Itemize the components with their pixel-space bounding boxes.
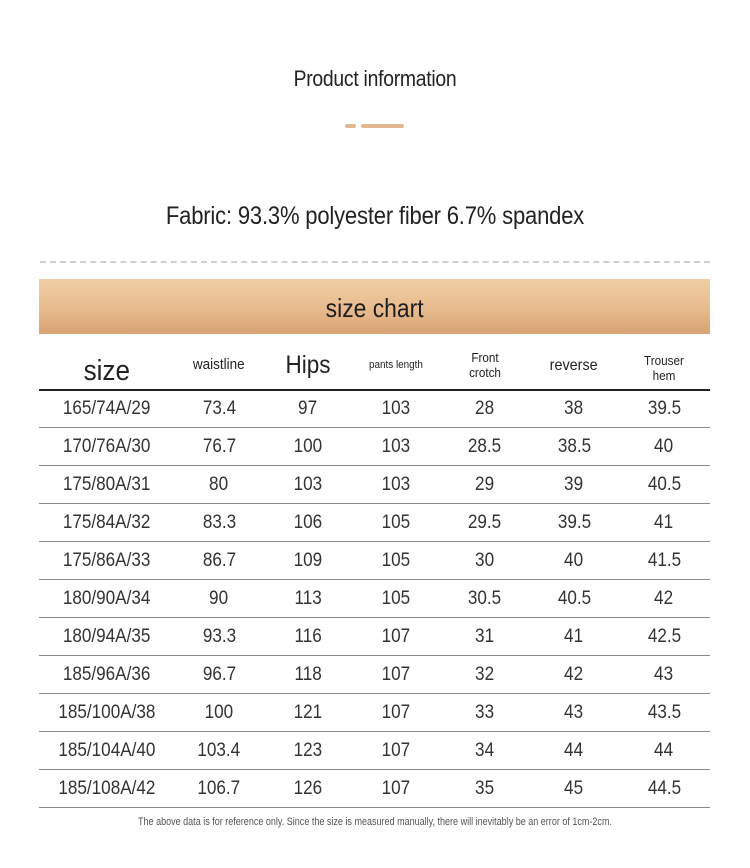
table-row (39, 618, 710, 656)
cell-waistline: 103.4 (197, 739, 241, 761)
table-body (39, 390, 710, 808)
cell-waistline: 106.7 (197, 777, 241, 799)
cell-reverse: 44 (564, 739, 584, 761)
table-row (39, 656, 710, 694)
cell-hips: 106 (293, 511, 323, 533)
column-header-pants-length: pants length (369, 358, 423, 371)
cell-pants-length: 103 (381, 435, 411, 457)
cell-trouser-hem: 44 (654, 739, 674, 761)
cell-hips: 113 (294, 587, 322, 609)
column-header-hips: Hips (285, 351, 331, 380)
table-row (39, 542, 710, 580)
cell-front-crotch: 29 (474, 473, 495, 495)
table-row (39, 694, 710, 732)
cell-trouser-hem: 42 (654, 587, 674, 609)
cell-waistline: 83.3 (202, 511, 236, 533)
size-chart-title: size chart (325, 293, 424, 323)
table-row (39, 466, 710, 504)
cell-size: 170/76A/30 (63, 435, 151, 457)
cell-waistline: 73.4 (202, 398, 236, 420)
cell-front-crotch: 28 (474, 398, 495, 420)
cell-size: 185/108A/42 (58, 777, 156, 799)
fabric-composition: Fabric: 93.3% polyester fiber 6.7% spandex (165, 202, 585, 230)
cell-front-crotch: 33 (474, 701, 495, 723)
cell-pants-length: 105 (381, 549, 411, 571)
cell-hips: 100 (293, 435, 323, 457)
cell-front-crotch: 30 (474, 549, 495, 571)
cell-hips: 126 (293, 777, 323, 799)
cell-pants-length: 105 (381, 587, 411, 609)
column-header-front-crotch: Front crotch (468, 349, 501, 381)
cell-waistline: 76.7 (202, 435, 236, 457)
table-row (39, 504, 710, 542)
cell-pants-length: 107 (381, 777, 411, 799)
title-decoration-bar (361, 124, 404, 128)
cell-waistline: 96.7 (202, 663, 236, 685)
cell-trouser-hem: 41.5 (647, 549, 681, 571)
cell-pants-length: 107 (381, 701, 411, 723)
cell-pants-length: 107 (381, 739, 411, 761)
table-row (39, 390, 710, 428)
cell-pants-length: 105 (381, 511, 411, 533)
cell-hips: 121 (293, 701, 323, 723)
column-header-size: size (83, 355, 131, 387)
cell-size: 175/80A/31 (63, 473, 151, 495)
cell-size: 185/100A/38 (58, 701, 156, 723)
cell-trouser-hem: 44.5 (647, 777, 681, 799)
cell-trouser-hem: 41 (654, 511, 674, 533)
table-row (39, 428, 710, 466)
cell-waistline: 100 (204, 701, 234, 723)
cell-front-crotch: 34 (474, 739, 495, 761)
cell-front-crotch: 31 (474, 625, 495, 647)
cell-reverse: 39.5 (557, 511, 591, 533)
cell-reverse: 39 (564, 473, 584, 495)
cell-trouser-hem: 42.5 (647, 625, 681, 647)
cell-size: 180/90A/34 (63, 587, 151, 609)
cell-reverse: 40 (564, 549, 584, 571)
cell-size: 180/94A/35 (63, 625, 151, 647)
table-row (39, 770, 710, 808)
cell-front-crotch: 35 (474, 777, 495, 799)
cell-reverse: 42 (564, 663, 584, 685)
cell-waistline: 93.3 (202, 625, 236, 647)
cell-reverse: 38 (564, 398, 584, 420)
cell-pants-length: 107 (381, 663, 411, 685)
cell-size: 185/104A/40 (58, 739, 156, 761)
cell-hips: 118 (294, 663, 322, 685)
size-chart-banner (39, 279, 710, 334)
cell-hips: 123 (293, 739, 323, 761)
cell-waistline: 90 (209, 587, 229, 609)
cell-reverse: 40.5 (557, 587, 591, 609)
cell-pants-length: 103 (381, 473, 411, 495)
cell-trouser-hem: 43 (654, 663, 674, 685)
cell-size: 165/74A/29 (63, 398, 151, 420)
cell-waistline: 86.7 (202, 549, 236, 571)
cell-hips: 97 (298, 398, 318, 420)
cell-front-crotch: 28.5 (467, 435, 502, 457)
cell-size: 175/84A/32 (63, 511, 151, 533)
cell-trouser-hem: 40 (654, 435, 674, 457)
cell-front-crotch: 29.5 (467, 511, 502, 533)
table-header-row (39, 342, 710, 390)
footnote: The above data is for reference only. Since the size is measured manually, there will inevitably be an error of 1cm-2cm. (138, 816, 612, 828)
size-table (39, 342, 710, 808)
cell-hips: 109 (293, 549, 323, 571)
cell-front-crotch: 30.5 (467, 587, 502, 609)
cell-trouser-hem: 43.5 (647, 701, 681, 723)
cell-reverse: 38.5 (557, 435, 591, 457)
cell-reverse: 43 (564, 701, 584, 723)
title-decoration-dot (345, 124, 356, 128)
dashed-divider (40, 261, 710, 263)
table-row (39, 580, 710, 618)
cell-pants-length: 107 (381, 625, 411, 647)
cell-hips: 116 (294, 625, 322, 647)
column-header-trouser-hem: Trouser hem (644, 352, 684, 384)
cell-size: 175/86A/33 (63, 549, 151, 571)
cell-waistline: 80 (209, 473, 229, 495)
column-header-waistline: waistline (193, 356, 245, 374)
page-title: Product information (293, 66, 457, 91)
cell-trouser-hem: 39.5 (647, 398, 681, 420)
cell-hips: 103 (293, 473, 323, 495)
cell-reverse: 41 (564, 625, 584, 647)
cell-pants-length: 103 (381, 398, 411, 420)
cell-size: 185/96A/36 (63, 663, 151, 685)
table-row (39, 732, 710, 770)
column-header-reverse: reverse (549, 356, 599, 374)
cell-front-crotch: 32 (474, 663, 495, 685)
cell-trouser-hem: 40.5 (647, 473, 681, 495)
cell-reverse: 45 (564, 777, 584, 799)
